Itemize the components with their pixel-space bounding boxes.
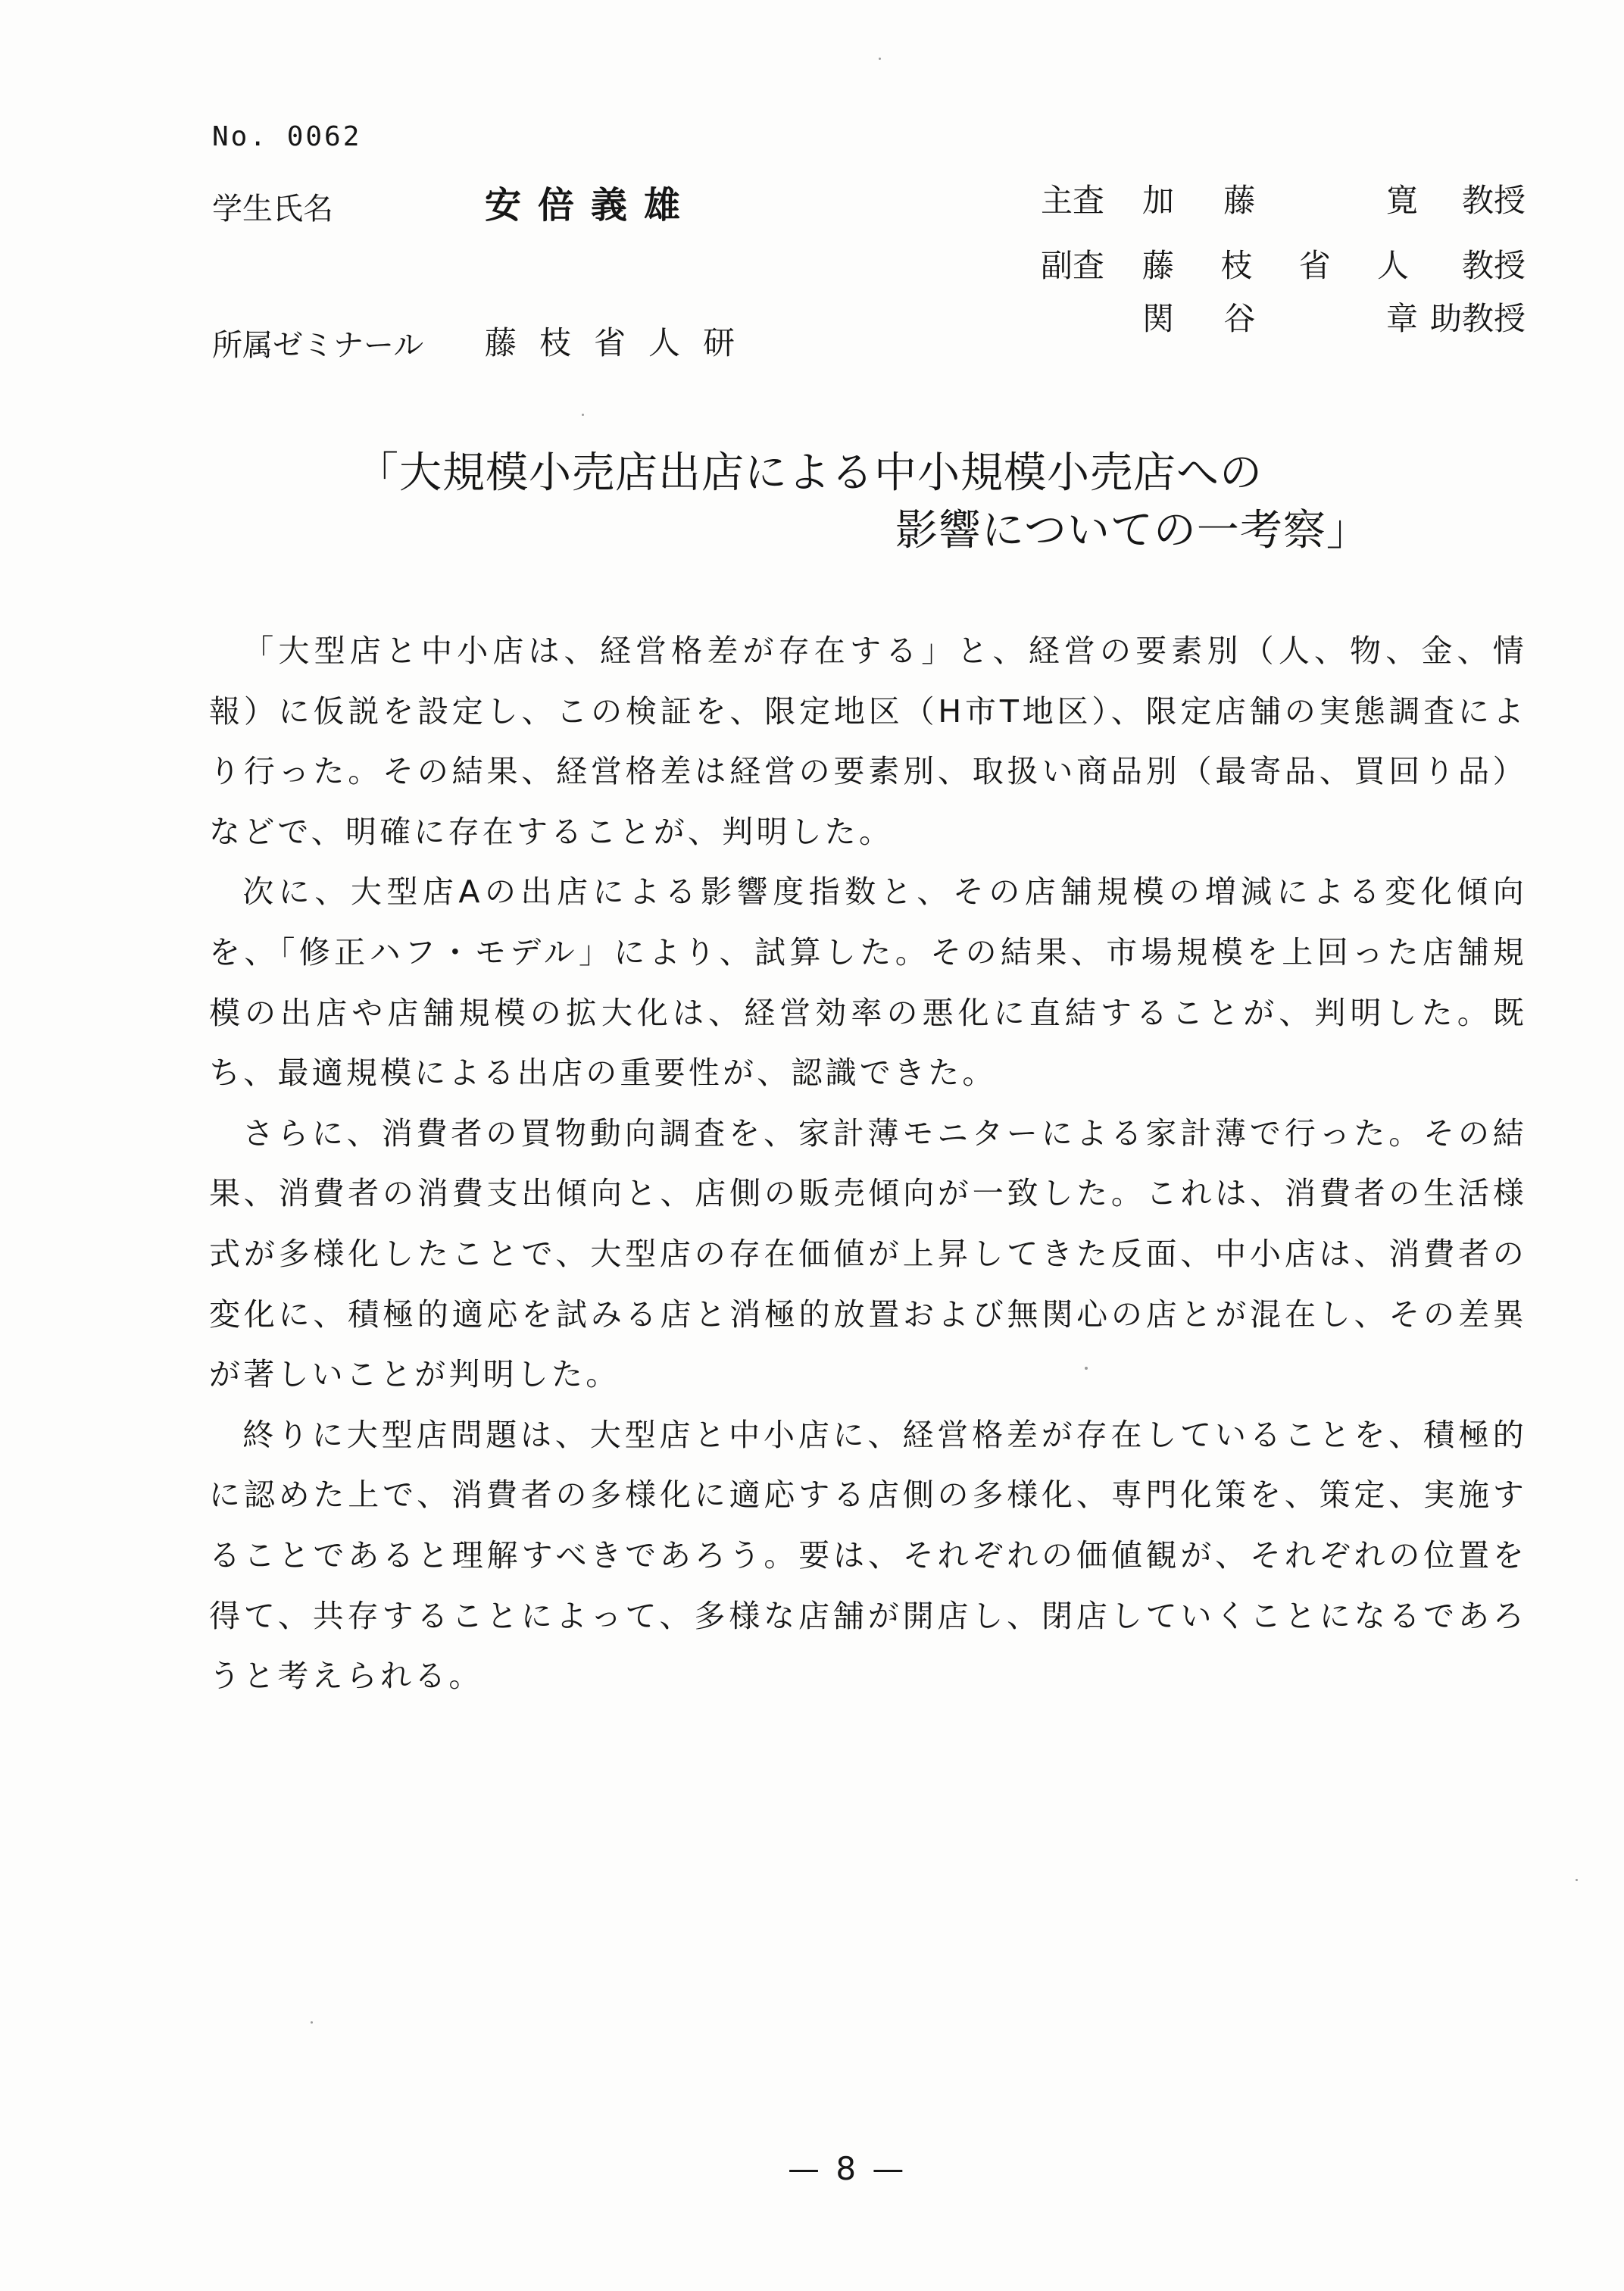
scan-speck [582, 414, 584, 416]
student-name: 安倍義雄 [485, 184, 698, 227]
scan-speck [1085, 1367, 1088, 1370]
examiner-name: 加 藤 寛 [1142, 182, 1438, 219]
abstract-paragraph: 終りに大型店問題は、大型店と中小店に、経営格差が存在していることを、積極的に認めた上で、消費者の多様化に適応する店側の多様化、専門化策を、策定、実施することであると理解すべきであろう。要は、それぞれの価値観が、それぞれの位置を得て、共存することによって、多様な店舗が開店し、閉店していくことになるであろうと考えられる。 [209, 1416, 1527, 1695]
examiner-row-vice-2 [1041, 294, 1526, 335]
examiner-title: 教授 [1461, 247, 1526, 284]
examiner-name: 藤 枝 省 人 [1142, 247, 1428, 284]
abstract-paragraph: 「大型店と中小店は、経営格差が存在する」と、経営の要素別（人、物、金、情報）に仮説を設定し、この検証を、限定地区（H市T地区）、限定店舗の実態調査により行った。その結果、経営格差は経営の要素別、取扱い商品別（最寄品、買回り品）などで、明確に存在することが、判明した。 [209, 633, 1527, 850]
thesis-title-line-2: 影響についての一考察」 [895, 506, 1369, 555]
scan-speck [879, 58, 881, 60]
scan-speck [311, 2021, 313, 2024]
student-name-label: 学生氏名 [212, 192, 333, 227]
examiner-row-chief [1041, 176, 1526, 217]
abstract-paragraph: さらに、消費者の買物動向調査を、家計薄モニターによる家計薄で行った。その結果、消費者の消費支出傾向と、店側の販売傾向が一致した。これは、消費者の生活様式が多様化したことで、大型店の存在価値が上昇してきた反面、中小店は、消費者の変化に、積極的適応を試みる店と消極的放置および無関心の店とが混在し、その差異が著しいことが判明した。 [209, 1114, 1527, 1393]
thesis-title-line-1: 「大規模小売店出店による中小規模小売店への [356, 449, 1263, 498]
examiner-row-vice [1041, 241, 1526, 282]
document-number: No. 0062 [212, 121, 362, 152]
scan-speck [1576, 1879, 1578, 1881]
seminar-label: 所属ゼミナール [212, 328, 424, 363]
examiner-name: 関 谷 章 [1142, 300, 1438, 337]
examiner-title: 教授 [1461, 182, 1526, 219]
examiner-role: 主査 [1041, 182, 1105, 219]
examiner-title: 助教授 [1429, 300, 1526, 337]
page-number: — 8 — [788, 2150, 907, 2187]
examiner-role: 副査 [1041, 247, 1105, 284]
abstract-body [209, 621, 1527, 1707]
seminar-name: 藤枝省人研 [485, 324, 758, 361]
abstract-paragraph: 次に、大型店Aの出店による影響度指数と、その店舗規模の増減による変化傾向を、「修正ハフ・モデル」により、試算した。その結果、市場規模を上回った店舗規模の出店や店舗規模の拡大化は、経営効率の悪化に直結することが、判明した。既ち、最適規模による出店の重要性が、認識できた。 [209, 874, 1527, 1092]
